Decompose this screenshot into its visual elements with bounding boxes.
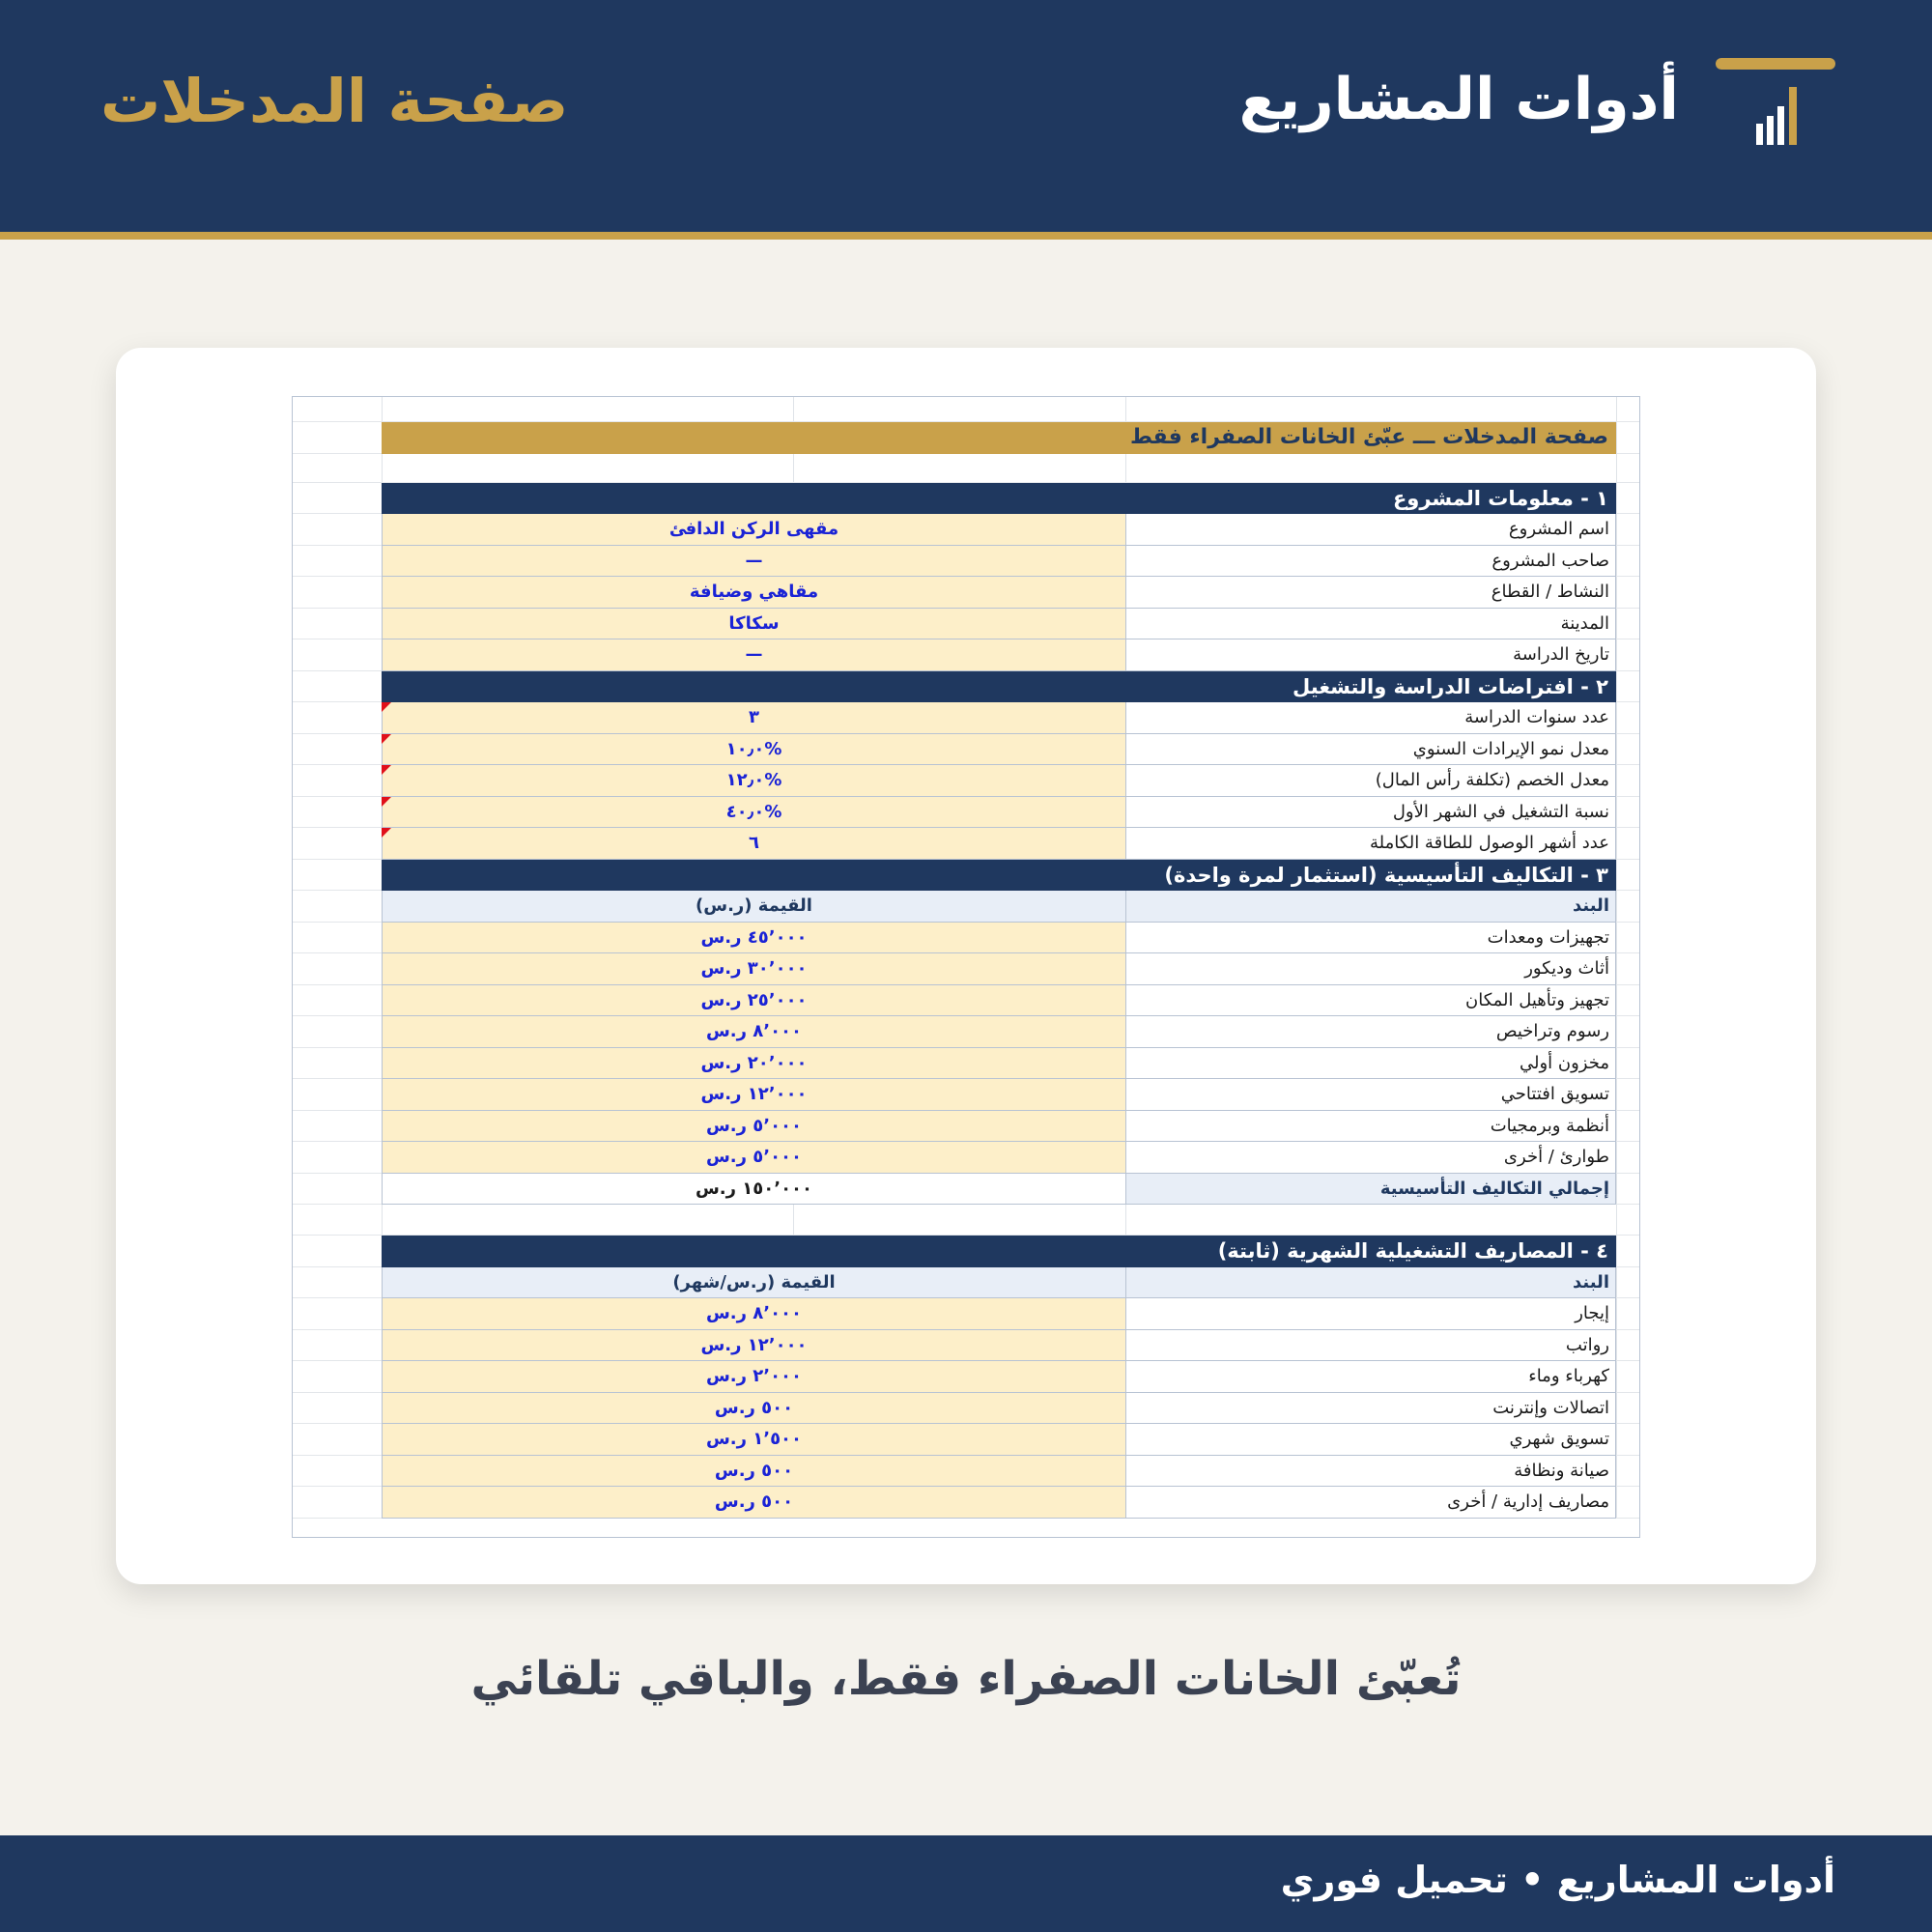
input-cell[interactable]: ٤٥٬٠٠٠ ر.س bbox=[382, 923, 1125, 954]
input-cell[interactable]: ١٬٥٠٠ ر.س bbox=[382, 1424, 1125, 1456]
banner-gold-line bbox=[0, 232, 1932, 240]
row-label: تجهيز وتأهيل المكان bbox=[1125, 985, 1616, 1017]
table-row bbox=[293, 546, 1639, 578]
row-label: تجهيزات ومعدات bbox=[1125, 923, 1616, 954]
row-label: عدد سنوات الدراسة bbox=[1125, 702, 1616, 734]
section-header-row bbox=[293, 483, 1639, 515]
row-label: مصاريف إدارية / أخرى bbox=[1125, 1487, 1616, 1519]
table-row bbox=[293, 953, 1639, 985]
sheet-title: صفحة المدخلات ـــ عبّئ الخانات الصفراء فقط bbox=[382, 422, 1616, 454]
total-label: إجمالي التكاليف التأسيسية bbox=[1125, 1174, 1616, 1206]
row-label: عدد أشهر الوصول للطاقة الكاملة bbox=[1125, 828, 1616, 860]
table-row bbox=[293, 1079, 1639, 1111]
comment-marker-icon[interactable] bbox=[382, 734, 391, 744]
page-tag-title: صفحة المدخلات bbox=[100, 66, 569, 136]
table-row bbox=[293, 514, 1639, 546]
input-cell[interactable]: ٣٠٬٠٠٠ ر.س bbox=[382, 953, 1125, 985]
row-label: تسويق افتتاحي bbox=[1125, 1079, 1616, 1111]
section-heading: ٤ - المصاريف التشغيلية الشهرية (ثابتة) bbox=[382, 1236, 1616, 1267]
table-row bbox=[293, 1393, 1639, 1425]
table-row bbox=[293, 1487, 1639, 1519]
bottom-banner bbox=[0, 1835, 1932, 1932]
table-row bbox=[293, 1298, 1639, 1330]
input-cell[interactable]: ٥٠٠ ر.س bbox=[382, 1456, 1125, 1488]
table-row bbox=[293, 797, 1639, 829]
sheet-title-row bbox=[293, 422, 1639, 454]
input-cell[interactable]: %٤٠٫٠ bbox=[382, 797, 1125, 829]
footer-text: أدوات المشاريع • تحميل فوري bbox=[1280, 1859, 1835, 1901]
bar-chart-logo-icon bbox=[1716, 56, 1835, 149]
section-heading: ٢ - افتراضات الدراسة والتشغيل bbox=[382, 671, 1616, 703]
total-value: ١٥٠٬٠٠٠ ر.س bbox=[382, 1174, 1125, 1206]
input-cell[interactable]: ٨٬٠٠٠ ر.س bbox=[382, 1016, 1125, 1048]
row-label: رسوم وتراخيص bbox=[1125, 1016, 1616, 1048]
empty-row bbox=[293, 397, 1639, 422]
input-cell[interactable]: — bbox=[382, 639, 1125, 671]
input-cell[interactable]: ١٢٬٠٠٠ ر.س bbox=[382, 1079, 1125, 1111]
input-cell[interactable]: ٥٬٠٠٠ ر.س bbox=[382, 1111, 1125, 1143]
row-label: أنظمة وبرمجيات bbox=[1125, 1111, 1616, 1143]
table-row bbox=[293, 985, 1639, 1017]
row-label: صاحب المشروع bbox=[1125, 546, 1616, 578]
table-row bbox=[293, 702, 1639, 734]
comment-marker-icon[interactable] bbox=[382, 828, 391, 838]
input-cell[interactable]: ٣ bbox=[382, 702, 1125, 734]
empty-row bbox=[293, 1205, 1639, 1236]
column-header-value: القيمة (ر.س/شهر) bbox=[382, 1267, 1125, 1299]
input-cell[interactable]: مقاهي وضيافة bbox=[382, 577, 1125, 609]
section-header-row bbox=[293, 860, 1639, 892]
row-label: أثاث وديكور bbox=[1125, 953, 1616, 985]
input-cell[interactable]: سكاكا bbox=[382, 609, 1125, 640]
input-cell[interactable]: ٥٬٠٠٠ ر.س bbox=[382, 1142, 1125, 1174]
caption: تُعبّئ الخانات الصفراء فقط، والباقي تلقائي bbox=[470, 1652, 1462, 1706]
empty-row bbox=[293, 454, 1639, 483]
input-cell[interactable]: %١٠٫٠ bbox=[382, 734, 1125, 766]
row-label: تاريخ الدراسة bbox=[1125, 639, 1616, 671]
column-header-row bbox=[293, 891, 1639, 923]
spreadsheet-preview bbox=[292, 396, 1640, 1538]
row-label: نسبة التشغيل في الشهر الأول bbox=[1125, 797, 1616, 829]
table-row bbox=[293, 1142, 1639, 1174]
total-row bbox=[293, 1174, 1639, 1206]
table-row bbox=[293, 639, 1639, 671]
row-label: كهرباء وماء bbox=[1125, 1361, 1616, 1393]
input-cell[interactable]: ١٢٬٠٠٠ ر.س bbox=[382, 1330, 1125, 1362]
comment-marker-icon[interactable] bbox=[382, 702, 391, 712]
input-cell[interactable]: ٢٬٠٠٠ ر.س bbox=[382, 1361, 1125, 1393]
brand-title: أدوات المشاريع bbox=[1238, 66, 1679, 133]
input-cell[interactable]: ٢٥٬٠٠٠ ر.س bbox=[382, 985, 1125, 1017]
row-label: رواتب bbox=[1125, 1330, 1616, 1362]
row-label: معدل نمو الإيرادات السنوي bbox=[1125, 734, 1616, 766]
input-cell[interactable]: مقهى الركن الدافئ bbox=[382, 514, 1125, 546]
input-cell[interactable]: ٦ bbox=[382, 828, 1125, 860]
table-row bbox=[293, 828, 1639, 860]
table-row bbox=[293, 1048, 1639, 1080]
section-heading: ١ - معلومات المشروع bbox=[382, 483, 1616, 515]
table-row bbox=[293, 609, 1639, 640]
column-header-item: البند bbox=[1125, 891, 1616, 923]
row-label: المدينة bbox=[1125, 609, 1616, 640]
table-row bbox=[293, 1330, 1639, 1362]
table-row bbox=[293, 765, 1639, 797]
input-cell[interactable]: ٥٠٠ ر.س bbox=[382, 1393, 1125, 1425]
table-row bbox=[293, 1111, 1639, 1143]
table-row bbox=[293, 1361, 1639, 1393]
input-cell[interactable]: ٢٠٬٠٠٠ ر.س bbox=[382, 1048, 1125, 1080]
section-header-row bbox=[293, 671, 1639, 703]
table-row bbox=[293, 734, 1639, 766]
comment-marker-icon[interactable] bbox=[382, 797, 391, 807]
table-row bbox=[293, 577, 1639, 609]
row-label: معدل الخصم (تكلفة رأس المال) bbox=[1125, 765, 1616, 797]
row-label: إيجار bbox=[1125, 1298, 1616, 1330]
row-label: اتصالات وإنترنت bbox=[1125, 1393, 1616, 1425]
column-header-item: البند bbox=[1125, 1267, 1616, 1299]
row-label: تسويق شهري bbox=[1125, 1424, 1616, 1456]
row-label: مخزون أولي bbox=[1125, 1048, 1616, 1080]
section-header-row bbox=[293, 1236, 1639, 1267]
input-cell[interactable]: ٥٠٠ ر.س bbox=[382, 1487, 1125, 1519]
input-cell[interactable]: ٨٬٠٠٠ ر.س bbox=[382, 1298, 1125, 1330]
section-heading: ٣ - التكاليف التأسيسية (استثمار لمرة واحدة) bbox=[382, 860, 1616, 892]
table-row bbox=[293, 1424, 1639, 1456]
column-header-value: القيمة (ر.س) bbox=[382, 891, 1125, 923]
input-cell[interactable]: %١٢٫٠ bbox=[382, 765, 1125, 797]
row-label: طوارئ / أخرى bbox=[1125, 1142, 1616, 1174]
comment-marker-icon[interactable] bbox=[382, 765, 391, 775]
row-label: اسم المشروع bbox=[1125, 514, 1616, 546]
column-header-row bbox=[293, 1267, 1639, 1299]
table-row bbox=[293, 1456, 1639, 1488]
row-label: صيانة ونظافة bbox=[1125, 1456, 1616, 1488]
row-label: النشاط / القطاع bbox=[1125, 577, 1616, 609]
input-cell[interactable]: — bbox=[382, 546, 1125, 578]
table-row bbox=[293, 1016, 1639, 1048]
table-row bbox=[293, 923, 1639, 954]
